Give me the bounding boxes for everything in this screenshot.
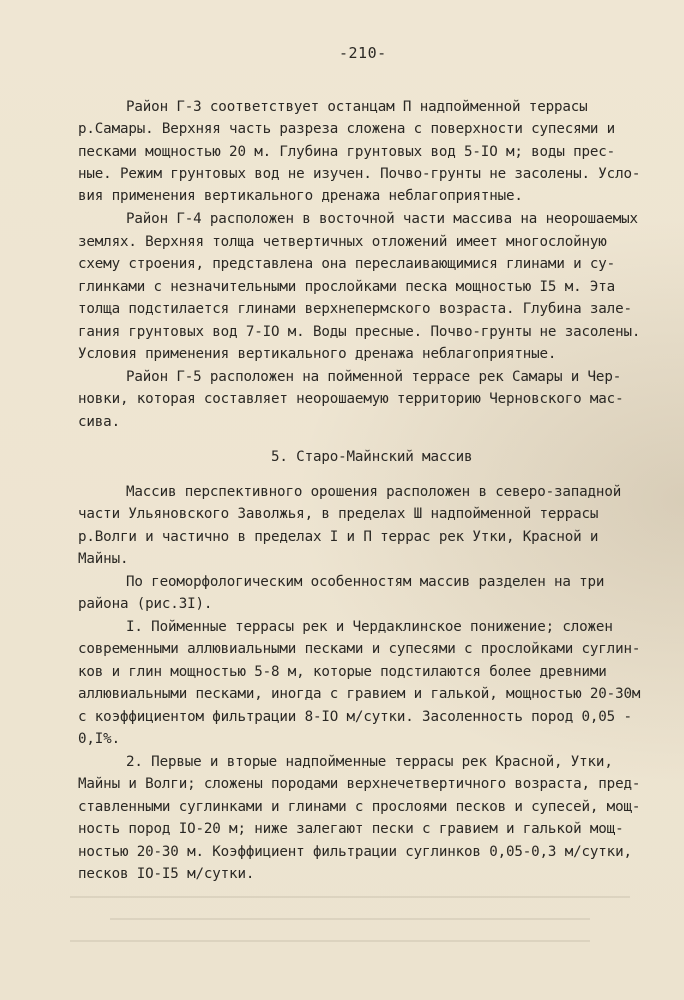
bleed-through-mark: [110, 918, 590, 920]
text-line: р.Самары. Верхняя часть разреза сложена с поверхности супесями и: [78, 121, 616, 137]
text-line: вия применения вертикального дренажа неблагоприятные.: [78, 188, 523, 204]
text-line: Район Г-5 расположен на пойменной террасе рек Самары и Чер-: [126, 369, 622, 385]
text-line: Район Г-4 расположен в восточной части массива на неорошаемых: [126, 211, 638, 227]
text-line: толща подстилается глинами верхнепермского возраста. Глубина зале-: [78, 301, 632, 317]
text-line: I. Пойменные террасы рек и Чердаклинское понижение; сложен: [126, 619, 613, 635]
text-line: района (рис.3I).: [78, 596, 213, 612]
text-line: р.Волги и частично в пределах I и П террас рек Утки, Красной и: [78, 529, 599, 545]
text-line: глинками с незначительными прослойками песка мощностью I5 м. Эта: [78, 279, 616, 295]
text-line: ностью 20-30 м. Коэффициент фильтрации суглинков 0,05-0,3 м/сутки,: [78, 844, 632, 860]
text-line: 0,I%.: [78, 731, 120, 747]
text-line: современными аллювиальными песками и супесями с прослойками суглин-: [78, 641, 641, 657]
text-line: землях. Верхняя толща четвертичных отложений имеет многослойную: [78, 234, 607, 250]
text-line: ставленными суглинками и глинами с прослоями песков и супесей, мощ-: [78, 799, 641, 815]
text-line: Майны.: [78, 551, 129, 567]
text-line: Массив перспективного орошения расположен в северо-западной: [126, 484, 622, 500]
text-line: песков IO-I5 м/сутки.: [78, 866, 255, 882]
bleed-through-mark: [70, 896, 630, 898]
text-line: ные. Режим грунтовых вод не изучен. Почво-грунты не засолены. Усло-: [78, 166, 641, 182]
text-line: ков и глин мощностью 5-8 м, которые подстилаются более древними: [78, 664, 607, 680]
text-line: гания грунтовых вод 7-IO м. Воды пресные. Почво-грунты не засолены.: [78, 324, 641, 340]
text-line: По геоморфологическим особенностям массив разделен на три: [126, 574, 605, 590]
text-line: новки, которая составляет неорошаемую территорию Черновского мас-: [78, 391, 624, 407]
text-line: сива.: [78, 414, 120, 430]
text-line: аллювиальными песками, иногда с гравием и галькой, мощностью 20-30м: [78, 686, 641, 702]
text-line: ность пород IO-20 м; ниже залегают пески с гравием и галькой мощ-: [78, 821, 624, 837]
section-heading: 5. Старо-Майнский массив: [271, 449, 473, 465]
text-line: Майны и Волги; сложены породами верхнечетвертичного возраста, пред-: [78, 776, 641, 792]
text-line: схему строения, представлена она переслаивающимися глинами и су-: [78, 256, 616, 272]
text-line: Условия применения вертикального дренажа неблагоприятные.: [78, 346, 557, 362]
text-line: Район Г-3 соответствует останцам П надпойменной террасы: [126, 99, 588, 115]
page-number: -210-: [339, 44, 387, 62]
bleed-through-mark: [70, 940, 590, 942]
text-line: песками мощностью 20 м. Глубина грунтовых вод 5-IO м; воды прес-: [78, 144, 616, 160]
text-line: 2. Первые и вторые надпойменные террасы рек Красной, Утки,: [126, 754, 613, 770]
text-line: части Ульяновского Заволжья, в пределах Ш надпойменной террасы: [78, 506, 599, 522]
text-line: с коэффициентом фильтрации 8-IO м/сутки. Засоленность пород 0,05 -: [78, 709, 632, 725]
